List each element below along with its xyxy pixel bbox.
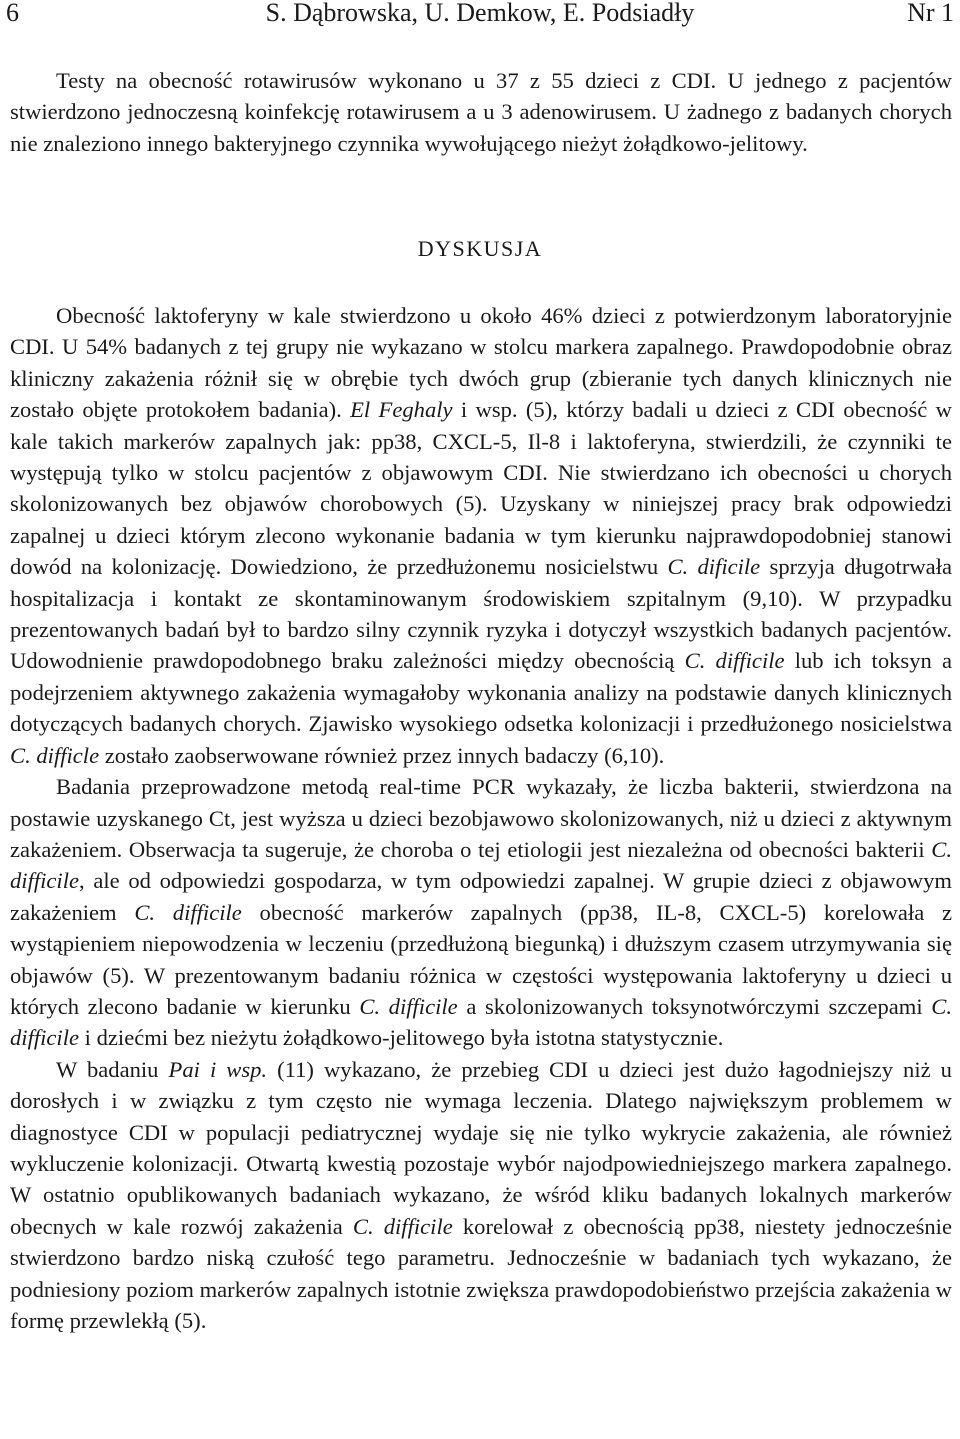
- species-name: C. difficle: [10, 742, 100, 768]
- text-run: (11) wykazano, że przebieg CDI u dzieci jest dużo łagodniejszy niż u dorosłych i w związku z tym często nie wymaga leczenia. Dlatego największym problemem w diagnostyce CDI w populacji pediatrycznej wydaje się nie tylko wykrycie zakażenia, ale również wykluczenie kolonizacji. Otwartą kwestią pozostaje wybór najodpowiedniejszego markera zapalnego. W ostatnio opublikowanych badaniach wykazano, że wśród kliku badanych lokalnych markerów obecnych w kale rozwój zakażenia: [10, 1056, 952, 1239]
- species-name: C. difficile: [134, 899, 242, 925]
- text-run: W badaniu: [56, 1056, 169, 1082]
- species-name: C. difficile: [352, 1213, 453, 1239]
- running-header-authors: S. Dąbrowska, U. Demkow, E. Podsiadły: [265, 0, 695, 27]
- text-run: zostało zaobserwowane również przez innych badaczy (6,10).: [99, 742, 665, 768]
- running-header: [6, 0, 954, 30]
- species-name: C. difficile: [10, 836, 952, 894]
- text-run: , ale od odpowiedzi gospodarza, w tym odpowiedzi zapalnej. W grupie dzieci z objawowym zakażeniem: [10, 868, 952, 925]
- species-name: C. dificile: [667, 554, 761, 580]
- discussion-text-block: [10, 300, 952, 1336]
- page-number: 6: [6, 0, 19, 27]
- text-run: lub ich toksyn a podejrzeniem aktywnego zakażenia wymagałoby wykonania analizy na podstawie danych klinicznych dotyczących badanych chorych. Zjawisko wysokiego odsetka kolonizacji i przedłużonego nosicielstwa: [10, 648, 952, 737]
- species-name: C. difficile: [359, 993, 458, 1019]
- section-heading-discussion: DYSKUSJA: [417, 236, 543, 261]
- text-run: i wsp. (5), którzy badali u dzieci z CDI obecność w kale takich markerów zapalnych jak: pp38, CXCL-5, Il-8 i laktoferyna, stwierdzili, że czynniki te występują tylko w stolcu pacjentów z objawowym CDI. Nie stwierdzano ich obecności u chorych skolonizowanych bez objawów chorobowych (5). Uzyskany w niniejszej pracy brak odpowiedzi zapalnej u dzieci którym zlecono wykonanie badania w tym kierunku najprawdopodobniej stanowi dowód na kolonizację. Dowiedziono, że przedłużonemu nosicielstwu: [10, 397, 952, 580]
- text-run: Badania przeprowadzone metodą real-time PCR wykazały, że liczba bakterii, stwierdzona na postawie uzyskanego Ct, jest wyższa u dzieci bezobjawowo skolonizowanych, niż u dzieci z aktywnym zakażeniem. Obserwacja ta sugeruje, że choroba o tej etiologii jest niezależna od obecności bakterii: [10, 774, 952, 862]
- species-name: C. difficile: [684, 648, 785, 674]
- discussion-paragraph-1: [10, 300, 952, 771]
- text-run: obecność markerów zapalnych (pp38, IL-8, CXCL-5) korelowała z wystąpieniem niepowodzenia w leczeniu (przedłużoną biegunką) i dłuższym czasem utrzymywania się objawów (5). W prezentowanym badaniu różnica w częstości występowania laktoferyny u dzieci u których zlecono badanie w kierunku: [10, 899, 952, 1019]
- text-run: a skolonizowanych toksynotwórczymi szczepami: [457, 993, 932, 1019]
- text-run: i dziećmi bez nieżytu żołądkowo-jelitowego była istotna statystycznie.: [79, 1025, 724, 1051]
- results-paragraph: Testy na obecność rotawirusów wykonano u 37 z 55 dzieci z CDI. U jednego z pacjentów stwierdzono jednoczesną koinfekcję rotawirusem a u 3 adenowirusem. U żadnego z badanych chorych nie znaleziono innego bakteryjnego czynnika wywołującego nieżyt żołądkowo-jelitowy.: [10, 68, 952, 156]
- text-run: korelował z obecnością pp38, niestety jednocześnie stwierdzono bardzo niską czułość tego parametru. Jednocześnie w badaniach tych wykazano, że podniesiony poziom markerów zapalnych istotnie zwiększa prawdopodobieństwo przejścia zakażenia w formę przewlekłą (5).: [10, 1213, 952, 1333]
- cited-author: Pai i wsp.: [168, 1056, 268, 1082]
- results-text-block: [10, 65, 952, 159]
- cited-author: El Feghaly: [350, 397, 453, 423]
- species-name: C. difficile: [10, 993, 952, 1051]
- text-run: Obecność laktoferyny w kale stwierdzono u około 46% dzieci z potwierdzonym laboratoryjnie CDI. U 54% badanych z tej grupy nie wykazano w stolcu markera zapalnego. Prawdopodobnie obraz kliniczny zakażenia różnił się w obrębie tych dwóch grup (zbieranie tych danych klinicznych nie zostało objęte protokołem badania).: [10, 303, 952, 423]
- issue-number: Nr 1: [907, 0, 954, 27]
- discussion-paragraph-2: [10, 771, 952, 1054]
- text-run: sprzyja długotrwała hospitalizacja i kontakt ze skontaminowanym środowiskiem szpitalnym (9,10). W przypadku prezentowanych badań był to bardzo silny czynnik ryzyka i dotyczył wszystkich badanych pacjentów. Udowodnienie prawdopodobnego braku zależności między obecnością: [10, 554, 952, 674]
- discussion-paragraph-3: [10, 1054, 952, 1337]
